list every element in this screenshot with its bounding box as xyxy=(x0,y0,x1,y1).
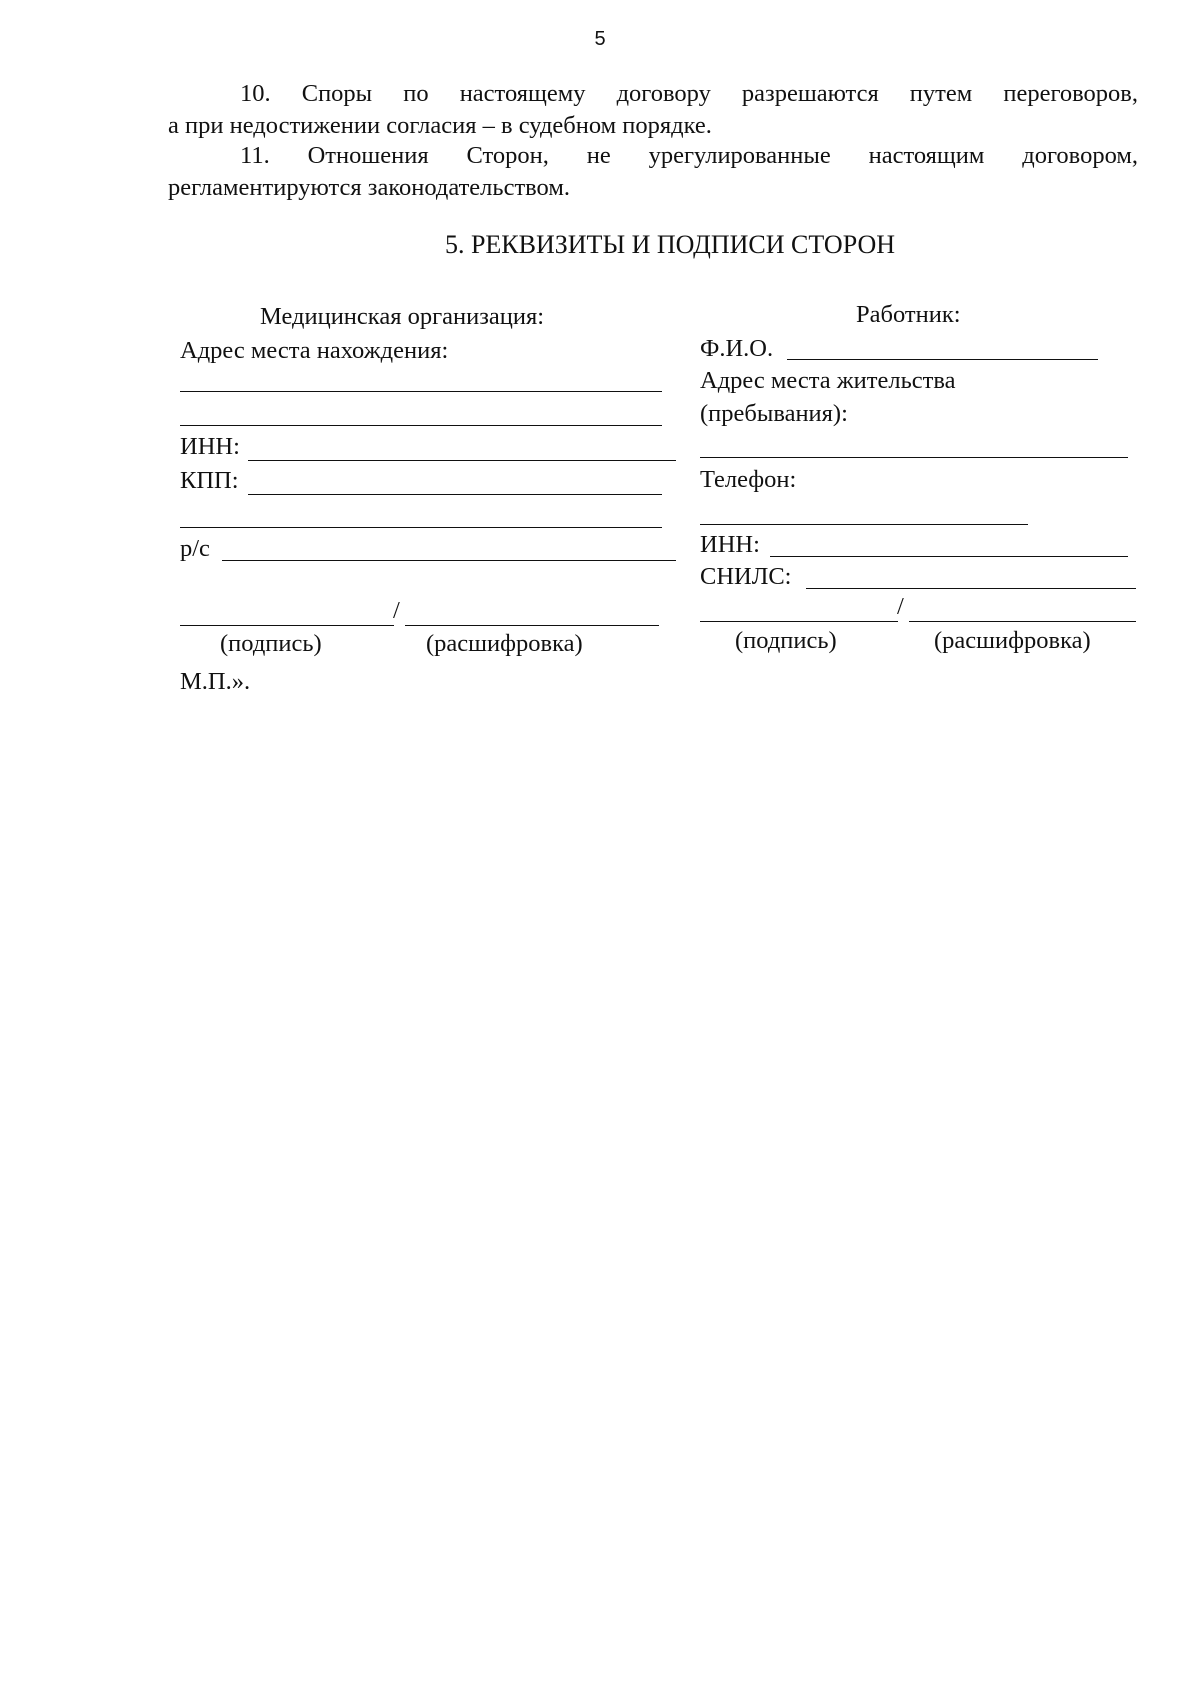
org-signature-caption: (подпись) xyxy=(220,630,322,657)
worker-fio-label: Ф.И.О. xyxy=(700,335,774,362)
clause-10-line-2: а при недостижении согласия – в судебном порядке. xyxy=(168,112,712,139)
clause-11-line-1: 11. Отношения Сторон, не урегулированные настоящим договором, xyxy=(240,142,1138,169)
org-slash: / xyxy=(393,597,400,624)
org-signature-line xyxy=(180,625,394,626)
worker-inn-line xyxy=(770,556,1128,557)
worker-snils-label: СНИЛС: xyxy=(700,563,792,590)
org-address-line-1 xyxy=(180,391,662,392)
org-title: Медицинская организация: xyxy=(260,303,545,330)
worker-address-label-2: (пребывания): xyxy=(700,400,848,427)
worker-phone-line xyxy=(700,524,1028,525)
org-seal: М.П.». xyxy=(180,668,251,695)
org-kpp-line xyxy=(248,494,662,495)
org-inn-line xyxy=(248,460,676,461)
org-kpp-label: КПП: xyxy=(180,467,239,494)
page-number: 5 xyxy=(594,28,606,50)
worker-signature-line xyxy=(700,621,898,622)
clause-11 xyxy=(168,140,1138,204)
org-decode-line xyxy=(405,625,659,626)
worker-address-line xyxy=(700,457,1128,458)
org-decode-caption: (расшифровка) xyxy=(426,630,583,657)
org-extra-line xyxy=(180,527,662,528)
org-account-line xyxy=(222,560,676,561)
org-address-line-2 xyxy=(180,425,662,426)
clause-10-line-1: 10. Споры по настоящему договору разрешаются путем переговоров, xyxy=(240,80,1138,107)
worker-phone-label: Телефон: xyxy=(700,466,797,493)
worker-fio-line xyxy=(787,359,1098,360)
org-account-label: р/с xyxy=(180,535,210,562)
clause-11-line-2: регламентируются законодательством. xyxy=(168,174,570,201)
worker-address-label-1: Адрес места жительства xyxy=(700,367,956,394)
clause-10 xyxy=(168,78,1138,142)
worker-signature-caption: (подпись) xyxy=(735,627,837,654)
org-address-label: Адрес места нахождения: xyxy=(180,337,449,364)
worker-inn-label: ИНН: xyxy=(700,531,760,558)
worker-title: Работник: xyxy=(856,301,961,328)
worker-decode-caption: (расшифровка) xyxy=(934,627,1091,654)
worker-slash: / xyxy=(897,593,904,620)
section-heading: 5. РЕКВИЗИТЫ И ПОДПИСИ СТОРОН xyxy=(444,230,896,259)
org-inn-label: ИНН: xyxy=(180,433,240,460)
worker-decode-line xyxy=(909,621,1136,622)
worker-snils-line xyxy=(806,588,1136,589)
